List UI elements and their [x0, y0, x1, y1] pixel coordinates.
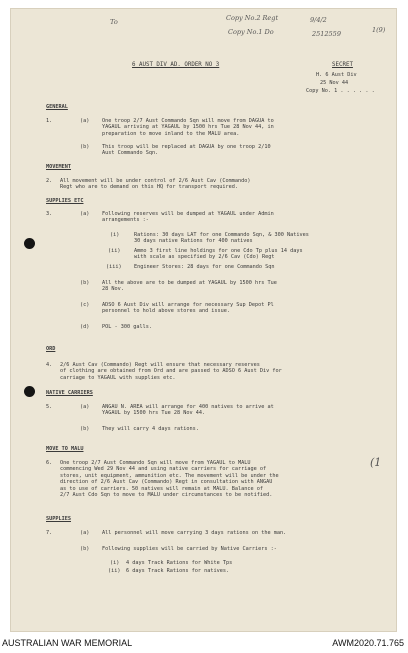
- para-number: 6.: [46, 460, 53, 466]
- para-text: All the above are to be dumped at YAGAUL by 1500 hrs Tue 28 Nov.: [102, 280, 277, 293]
- issuer: H. 6 Aust Div: [316, 72, 357, 78]
- sub-text: 6 days Track Rations for natives.: [126, 568, 230, 574]
- footer-accession-number: AWM2020.71.765: [332, 638, 404, 648]
- handwritten-date-note: 9/4/2: [310, 16, 327, 24]
- para-label: (a): [80, 530, 90, 536]
- para-label: (a): [80, 211, 90, 217]
- para-number: 1.: [46, 118, 53, 124]
- security-classification: SECRET: [332, 62, 353, 68]
- para-label: (b): [80, 280, 90, 286]
- para-label: (b): [80, 426, 90, 432]
- para-label: (a): [80, 404, 90, 410]
- heading-supplies: SUPPLIES: [46, 516, 71, 522]
- handwritten-ref-note: 2512559: [312, 30, 341, 38]
- sub-label: (ii): [108, 568, 121, 574]
- heading-general: GENERAL: [46, 104, 68, 110]
- order-date: 25 Nov 44: [320, 80, 349, 86]
- para-text: All movement will be under control of 2/6 Aust Cav (Commando) Regt who are to demand on this HQ for transport required.: [60, 178, 251, 191]
- heading-ord: ORD: [46, 346, 56, 352]
- sub-text: Engineer Stores: 28 days for one Commando Sqn: [134, 264, 275, 270]
- para-label: (b): [80, 144, 90, 150]
- para-text: This troop will be replaced at DAGUA by one troop 2/10 Aust Commando Sqn.: [102, 144, 271, 157]
- para-text: 2/6 Aust Cav (Commando) Regt will ensure that necessary reserves of clothing are obtained from Ord and are passed to ADSO 6 Aust Div for carriage to YAGAUL with supplies etc.: [60, 362, 282, 381]
- para-label: (c): [80, 302, 90, 308]
- order-title: 6 AUST DIV AD. ORDER NO 3: [132, 62, 220, 68]
- sub-text: Ammo 3 first line holdings for one Cdo Tp plus 14 days with scale as specified by 2/6 Cav (Cdo) Regt: [134, 248, 303, 261]
- footer-institution: AUSTRALIAN WAR MEMORIAL: [2, 638, 133, 648]
- para-text: They will carry 4 days rations.: [102, 426, 199, 432]
- handwritten-copy-note-2: Copy No.1 Do: [228, 28, 274, 36]
- para-text: One troop 2/7 Aust Commando Sqn will move from DAGUA to YAGAUL arriving at YAGAUL by 1500 hrs Tue 28 Nov 44, in preparation to move inland to the MALU area.: [102, 118, 274, 137]
- sub-text: 4 days Track Rations for White Tps: [126, 560, 233, 566]
- para-number: 2.: [46, 178, 53, 184]
- copy-number: Copy No. 1 . . . . . .: [306, 88, 375, 94]
- punch-hole-top: [24, 238, 35, 249]
- heading-native-carriers: NATIVE CARRIERS: [46, 390, 93, 396]
- sub-label: (iii): [106, 264, 122, 270]
- handwritten-corner-mark: 1(9): [372, 26, 386, 34]
- heading-movement: MOVEMENT: [46, 164, 71, 170]
- sub-label: (i): [110, 232, 120, 238]
- para-text: ADSO 6 Aust Div will arrange for necessary Sup Depot Pl personnel to hold above stores and issue.: [102, 302, 274, 315]
- para-text: ANGAU N. AREA will arrange for 400 natives to arrive at YAGAUL by 1500 hrs Tue 28 Nov 44.: [102, 404, 274, 417]
- handwritten-margin-mark: (1: [370, 456, 382, 469]
- punch-hole-bottom: [24, 386, 35, 397]
- sub-label: (i): [110, 560, 120, 566]
- para-text: Following reserves will be dumped at YAGAUL under Admin arrangements :-: [102, 211, 274, 224]
- archive-footer: [0, 633, 408, 653]
- para-number: 4.: [46, 362, 53, 368]
- para-label: (b): [80, 546, 90, 552]
- para-label: (a): [80, 118, 90, 124]
- para-text: Following supplies will be carried by Native Carriers :-: [102, 546, 277, 552]
- heading-supplies-etc: SUPPLIES ETC: [46, 198, 84, 204]
- para-number: 7.: [46, 530, 53, 536]
- para-text: POL - 300 galls.: [102, 324, 152, 330]
- sub-label: (ii): [108, 248, 121, 254]
- document-page: [10, 8, 397, 632]
- para-label: (d): [80, 324, 90, 330]
- para-text: All personnel will move carrying 3 days rations on the man.: [102, 530, 287, 536]
- heading-move-to-malu: MOVE TO MALU: [46, 446, 84, 452]
- para-number: 3.: [46, 211, 53, 217]
- handwritten-to: To: [110, 18, 118, 26]
- para-number: 5.: [46, 404, 53, 410]
- sub-text: Rations: 30 days LAT for one Commando Sqn, & 300 Natives 30 days native Rations for 400 natives: [134, 232, 309, 245]
- handwritten-copy-note-1: Copy No.2 Regt: [226, 14, 279, 22]
- para-text: One troop 2/7 Aust Commando Sqn will move from YAGAUL to MALU commencing Wed 29 Nov 44 and using native carriers for carriage of stores, unit equipment, ammunition etc. The movement will be under the direction of 2/6 Aust Cav (Commando) Regt in consultation with ANGAU as to use of carriers. 50 natives will remain at MALU. Balance of 2/7 Aust Cdo Sqn to move to MALU under circumstances to be notified.: [60, 460, 279, 499]
